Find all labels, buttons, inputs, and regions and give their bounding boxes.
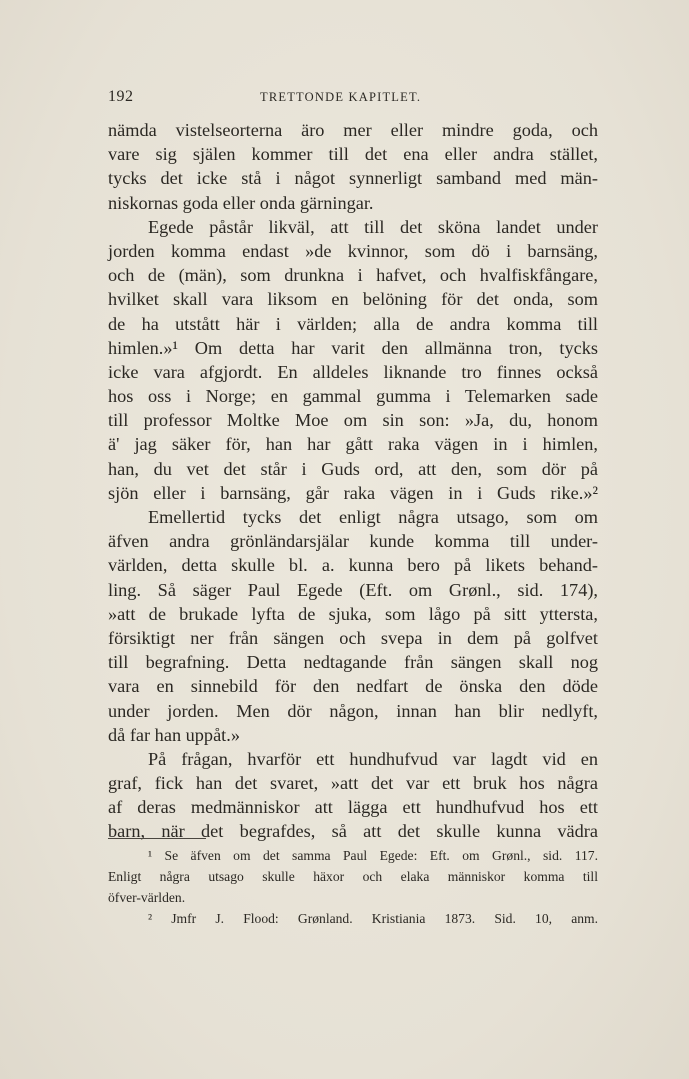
text-line: På frågan, hvarför ett hundhufvud var lagdt vid en xyxy=(148,748,598,769)
text-line: tycks det icke stå i något synnerligt samband med män- xyxy=(108,168,598,189)
text-line: och de (män), som drunkna i hafvet, och hvalfiskfångare, xyxy=(108,265,598,286)
text-line: då far han uppåt.» xyxy=(108,724,240,745)
text-line: jorden komma endast »de kvinnor, som dö i barnsäng, xyxy=(108,240,598,261)
text-line: »att de brukade lyfta de sjuka, som lågo på sitt yttersta, xyxy=(108,603,598,624)
text-line: ä' jag säker för, han har gått raka vägen in i himlen, xyxy=(108,434,598,455)
text-line: försiktigt ner från sängen och svepa in dem på golfvet xyxy=(108,627,598,648)
footnote-line: ² Jmfr J. Flood: Grønland. Kristiania 1873. Sid. 10, anm. xyxy=(148,911,598,926)
text-line: Emellertid tycks det enligt några utsago, som om xyxy=(148,507,598,527)
text-line: ling. Så säger Paul Egede (Eft. om Grønl., sid. 174), xyxy=(108,579,598,600)
text-line: till begrafning. Detta nedtagande från sängen skall nog xyxy=(108,652,598,673)
text-line: barn, när det begrafdes, så att det skulle kunna vädra xyxy=(108,821,598,842)
text-line: nämda vistelseorterna äro mer eller mindre goda, och xyxy=(108,120,598,140)
page-number: 192 xyxy=(108,88,134,105)
text-line: till professor Moltke Moe om sin son: »Ja, du, honom xyxy=(108,410,598,431)
text-line: han, du vet det står i Guds ord, att den, som dör på xyxy=(108,458,598,479)
text-line: sjön eller i barnsäng, går raka vägen in i Guds rike.»² xyxy=(108,482,598,503)
text-line: icke vara afgjordt. En alldeles liknande tro finnes också xyxy=(108,361,598,382)
page-header xyxy=(108,88,598,110)
text-line: världen, detta skulle bl. a. kunna bero på likets behand- xyxy=(108,555,598,576)
text-line: Egede påstår likväl, att till det sköna landet under xyxy=(148,216,598,237)
footnote-line: ¹ Se äfven om det samma Paul Egede: Eft. om Grønl., sid. 117. xyxy=(148,848,598,863)
text-line: hvilket skall vara liksom en belöning för det onda, som xyxy=(108,289,598,310)
text-line: graf, fick han det svaret, »att det var ett bruk hos några xyxy=(108,773,598,794)
footnotes xyxy=(108,845,598,929)
text-line: äfven andra grönländarsjälar kunde komma till under- xyxy=(108,531,598,552)
running-head: TRETTONDE KAPITLET. xyxy=(260,90,422,104)
text-line: vare sig själen kommer till det ena eller andra stället, xyxy=(108,144,598,165)
text-line: niskornas goda eller onda gärningar. xyxy=(108,192,374,213)
text-line: hos oss i Norge; en gammal gumma i Telemarken sade xyxy=(108,386,598,407)
body-text xyxy=(108,118,598,844)
footnote-rule xyxy=(108,838,206,839)
text-line: de ha utstått här i världen; alla de andra komma till xyxy=(108,313,598,334)
text-line: af deras medmänniskor att lägga ett hundhufvud hos ett xyxy=(108,797,598,818)
footnote-line: Enligt några utsago skulle häxor och elaka människor komma till xyxy=(108,869,598,884)
text-line: himlen.»¹ Om detta har varit den allmänna tron, tycks xyxy=(108,337,598,358)
text-line: vara en sinnebild för den nedfart de önska den döde xyxy=(108,676,598,697)
text-line: under jorden. Men dör någon, innan han blir nedlyft, xyxy=(108,700,598,721)
footnote-line: öfver-världen. xyxy=(108,890,186,905)
